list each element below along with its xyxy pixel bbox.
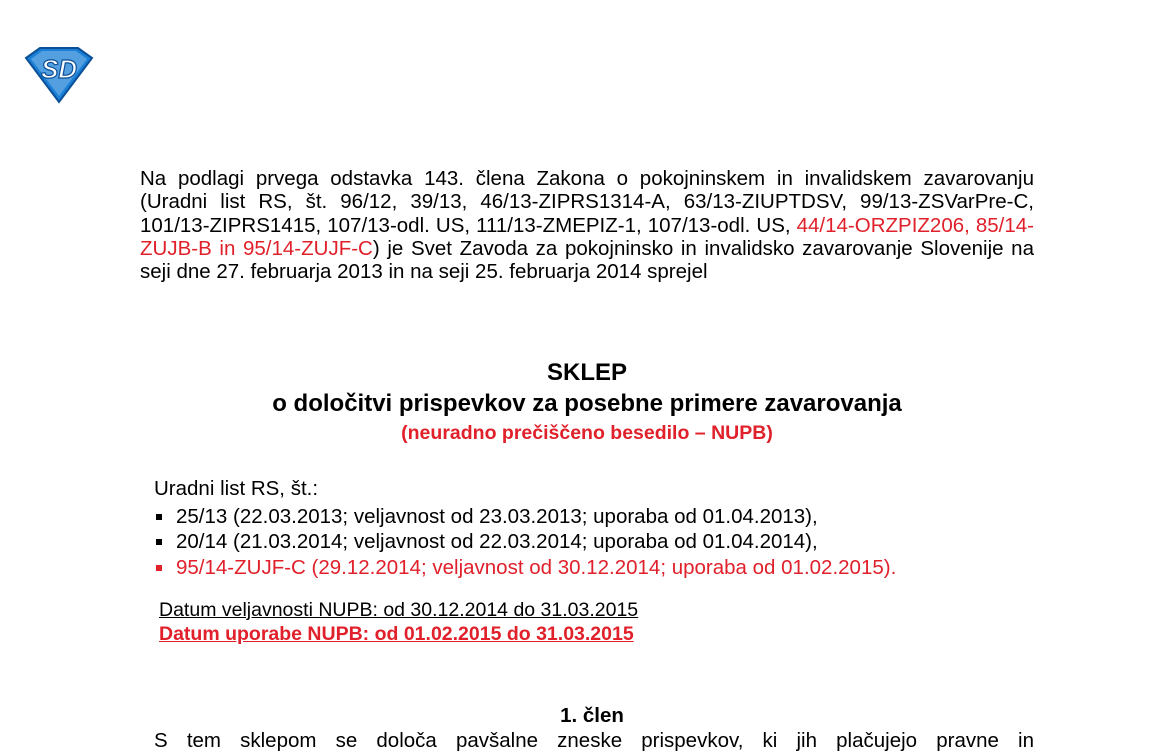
list-item-text: 25/13 (22.03.2013; veljavnost od 23.03.2013; uporaba od 01.04.2013),	[176, 505, 818, 528]
list-item	[154, 555, 896, 580]
uradni-list-entries	[154, 504, 896, 580]
svg-text:SD: SD	[40, 54, 78, 84]
article-heading: 1. člen	[560, 704, 624, 727]
list-item-text: 95/14-ZUJF-C (29.12.2014; veljavnost od 30.12.2014; uporaba od 01.02.2015).	[176, 555, 897, 579]
sd-logo-icon	[22, 44, 96, 106]
shield-logo-svg	[22, 44, 96, 106]
intro-text-part1: Na podlagi prvega odstavka 143. člena Zakona o pokojninskem in invalidskem zavarovanju (Uradni list RS, št. 96/12, 39/13, 46/13-ZIPRS1314-A, 63/13-ZIUPTDSV, 99/13-ZSVarPre-C, 101/13-ZIPRS1415, 107/13-odl. US, 111/13-ZMEPIZ-1, 107/13-odl. US,	[140, 167, 1034, 237]
bullet-icon	[156, 565, 162, 571]
unofficial-version-note: (neuradno prečiščeno besedilo – NUPB)	[401, 422, 773, 444]
article-body-text: S tem sklepom se določa pavšalne zneske prispevkov, ki jih plačujejo pravne in	[154, 729, 1034, 752]
intro-amendments-red: 44/14-ORZPIZ206, 85/14-ZUJB-B in 95/14-ZUJF-C	[140, 213, 1034, 260]
validity-date: Datum veljavnosti NUPB: od 30.12.2014 do 31.03.2015	[159, 599, 639, 621]
intro-text-part2: ) je Svet Zavoda za pokojninsko in invalidsko zavarovanje Slovenije na seji dne 27. februarja 2013 in na seji 25. februarja 2014 sprejel	[140, 236, 1034, 284]
intro-paragraph	[140, 167, 1034, 283]
list-item	[154, 529, 896, 554]
document-subtitle: o določitvi prispevkov za posebne primere zavarovanja	[272, 390, 902, 417]
list-item	[154, 504, 896, 529]
bullet-icon	[156, 539, 162, 545]
bullet-icon	[156, 514, 162, 520]
document-title-block	[140, 358, 1034, 446]
uradni-list-label: Uradni list RS, št.:	[154, 477, 319, 500]
list-item-text: 20/14 (21.03.2014; veljavnost od 22.03.2014; uporaba od 01.04.2014),	[176, 530, 818, 554]
document-title: SKLEP	[546, 359, 627, 386]
application-date: Datum uporabe NUPB: od 01.02.2015 do 31.03.2015	[159, 623, 634, 645]
